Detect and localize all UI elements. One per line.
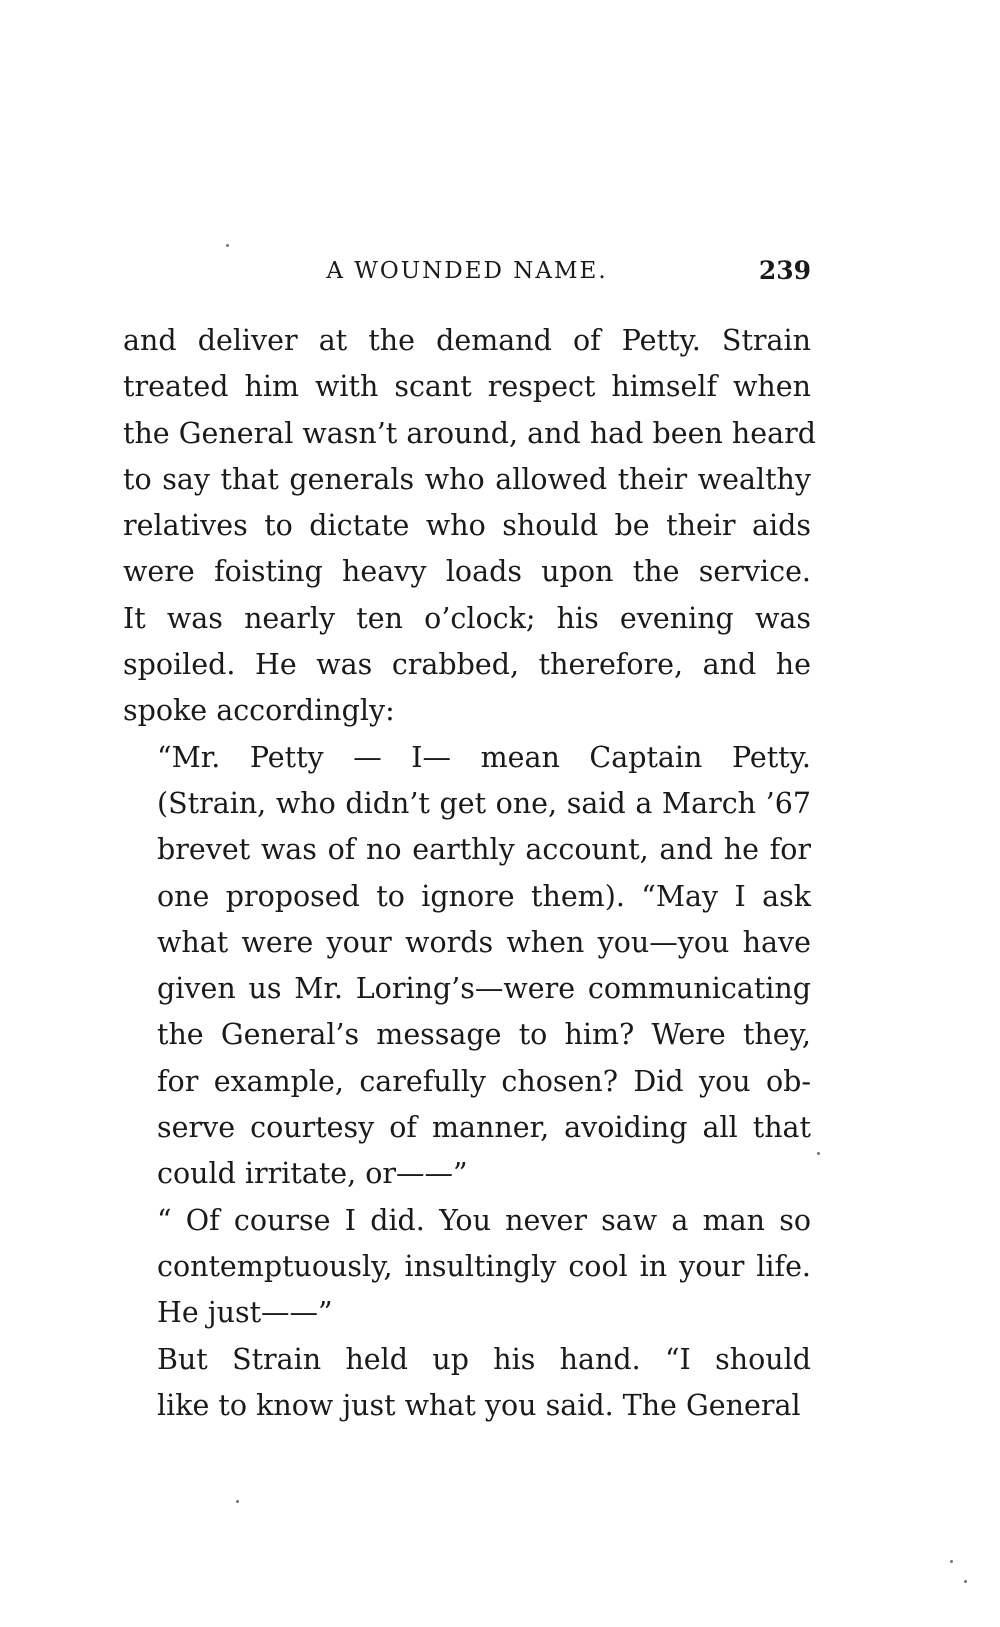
text-line: contemptuously, insultingly cool in your life. — [157, 1249, 811, 1283]
text-line: like to know just what you said. The General — [157, 1388, 801, 1422]
text-line: (Strain, who didn’t get one, said a March ’67 — [157, 786, 811, 820]
scan-speck — [950, 1560, 953, 1563]
text-line: the General’s message to him? Were they, — [157, 1018, 811, 1052]
text-line: spoiled. He was crabbed, therefore, and he — [123, 648, 811, 682]
text-line: relatives to dictate who should be their aids — [123, 509, 811, 543]
text-line: could irritate, or——” — [157, 1157, 468, 1191]
text-line: were foisting heavy loads upon the service. — [123, 555, 811, 589]
text-line: treated him with scant respect himself when — [123, 370, 811, 404]
text-line: what were your words when you—you have — [157, 925, 811, 959]
text-line: the General wasn’t around, and had been heard — [123, 416, 816, 450]
running-title: A WOUNDED NAME. — [326, 258, 608, 284]
text-line: It was nearly ten o’clock; his evening was — [123, 601, 811, 635]
text-line: serve courtesy of manner, avoiding all that — [157, 1111, 811, 1145]
text-line: and deliver at the demand of Petty. Strain — [123, 324, 811, 357]
paragraph — [123, 318, 816, 735]
text-line: brevet was of no earthly account, and he for — [157, 833, 811, 867]
scan-speck — [817, 1152, 820, 1155]
text-line: one proposed to ignore them). “May I ask — [157, 879, 811, 913]
text-line: He just——” — [157, 1296, 333, 1330]
page-header — [123, 256, 811, 290]
text-line: “Mr. Petty — I— mean Captain Petty. — [157, 740, 811, 774]
page-number: 239 — [758, 256, 811, 285]
text-line: to say that generals who allowed their wealthy — [123, 462, 811, 496]
paragraph — [123, 1198, 811, 1337]
scan-speck — [226, 244, 229, 247]
scan-speck — [236, 1500, 239, 1503]
text-line: But Strain held up his hand. “I should — [157, 1342, 811, 1376]
body-text — [123, 318, 816, 1429]
paragraph — [123, 1337, 811, 1430]
paragraph — [123, 735, 811, 1198]
text-line: spoke accordingly: — [123, 694, 395, 728]
text-line: given us Mr. Loring’s—were communicating — [157, 972, 811, 1006]
text-line: for example, carefully chosen? Did you ob- — [157, 1064, 811, 1098]
scan-speck — [964, 1580, 967, 1583]
text-line: “ Of course I did. You never saw a man so — [157, 1203, 811, 1237]
